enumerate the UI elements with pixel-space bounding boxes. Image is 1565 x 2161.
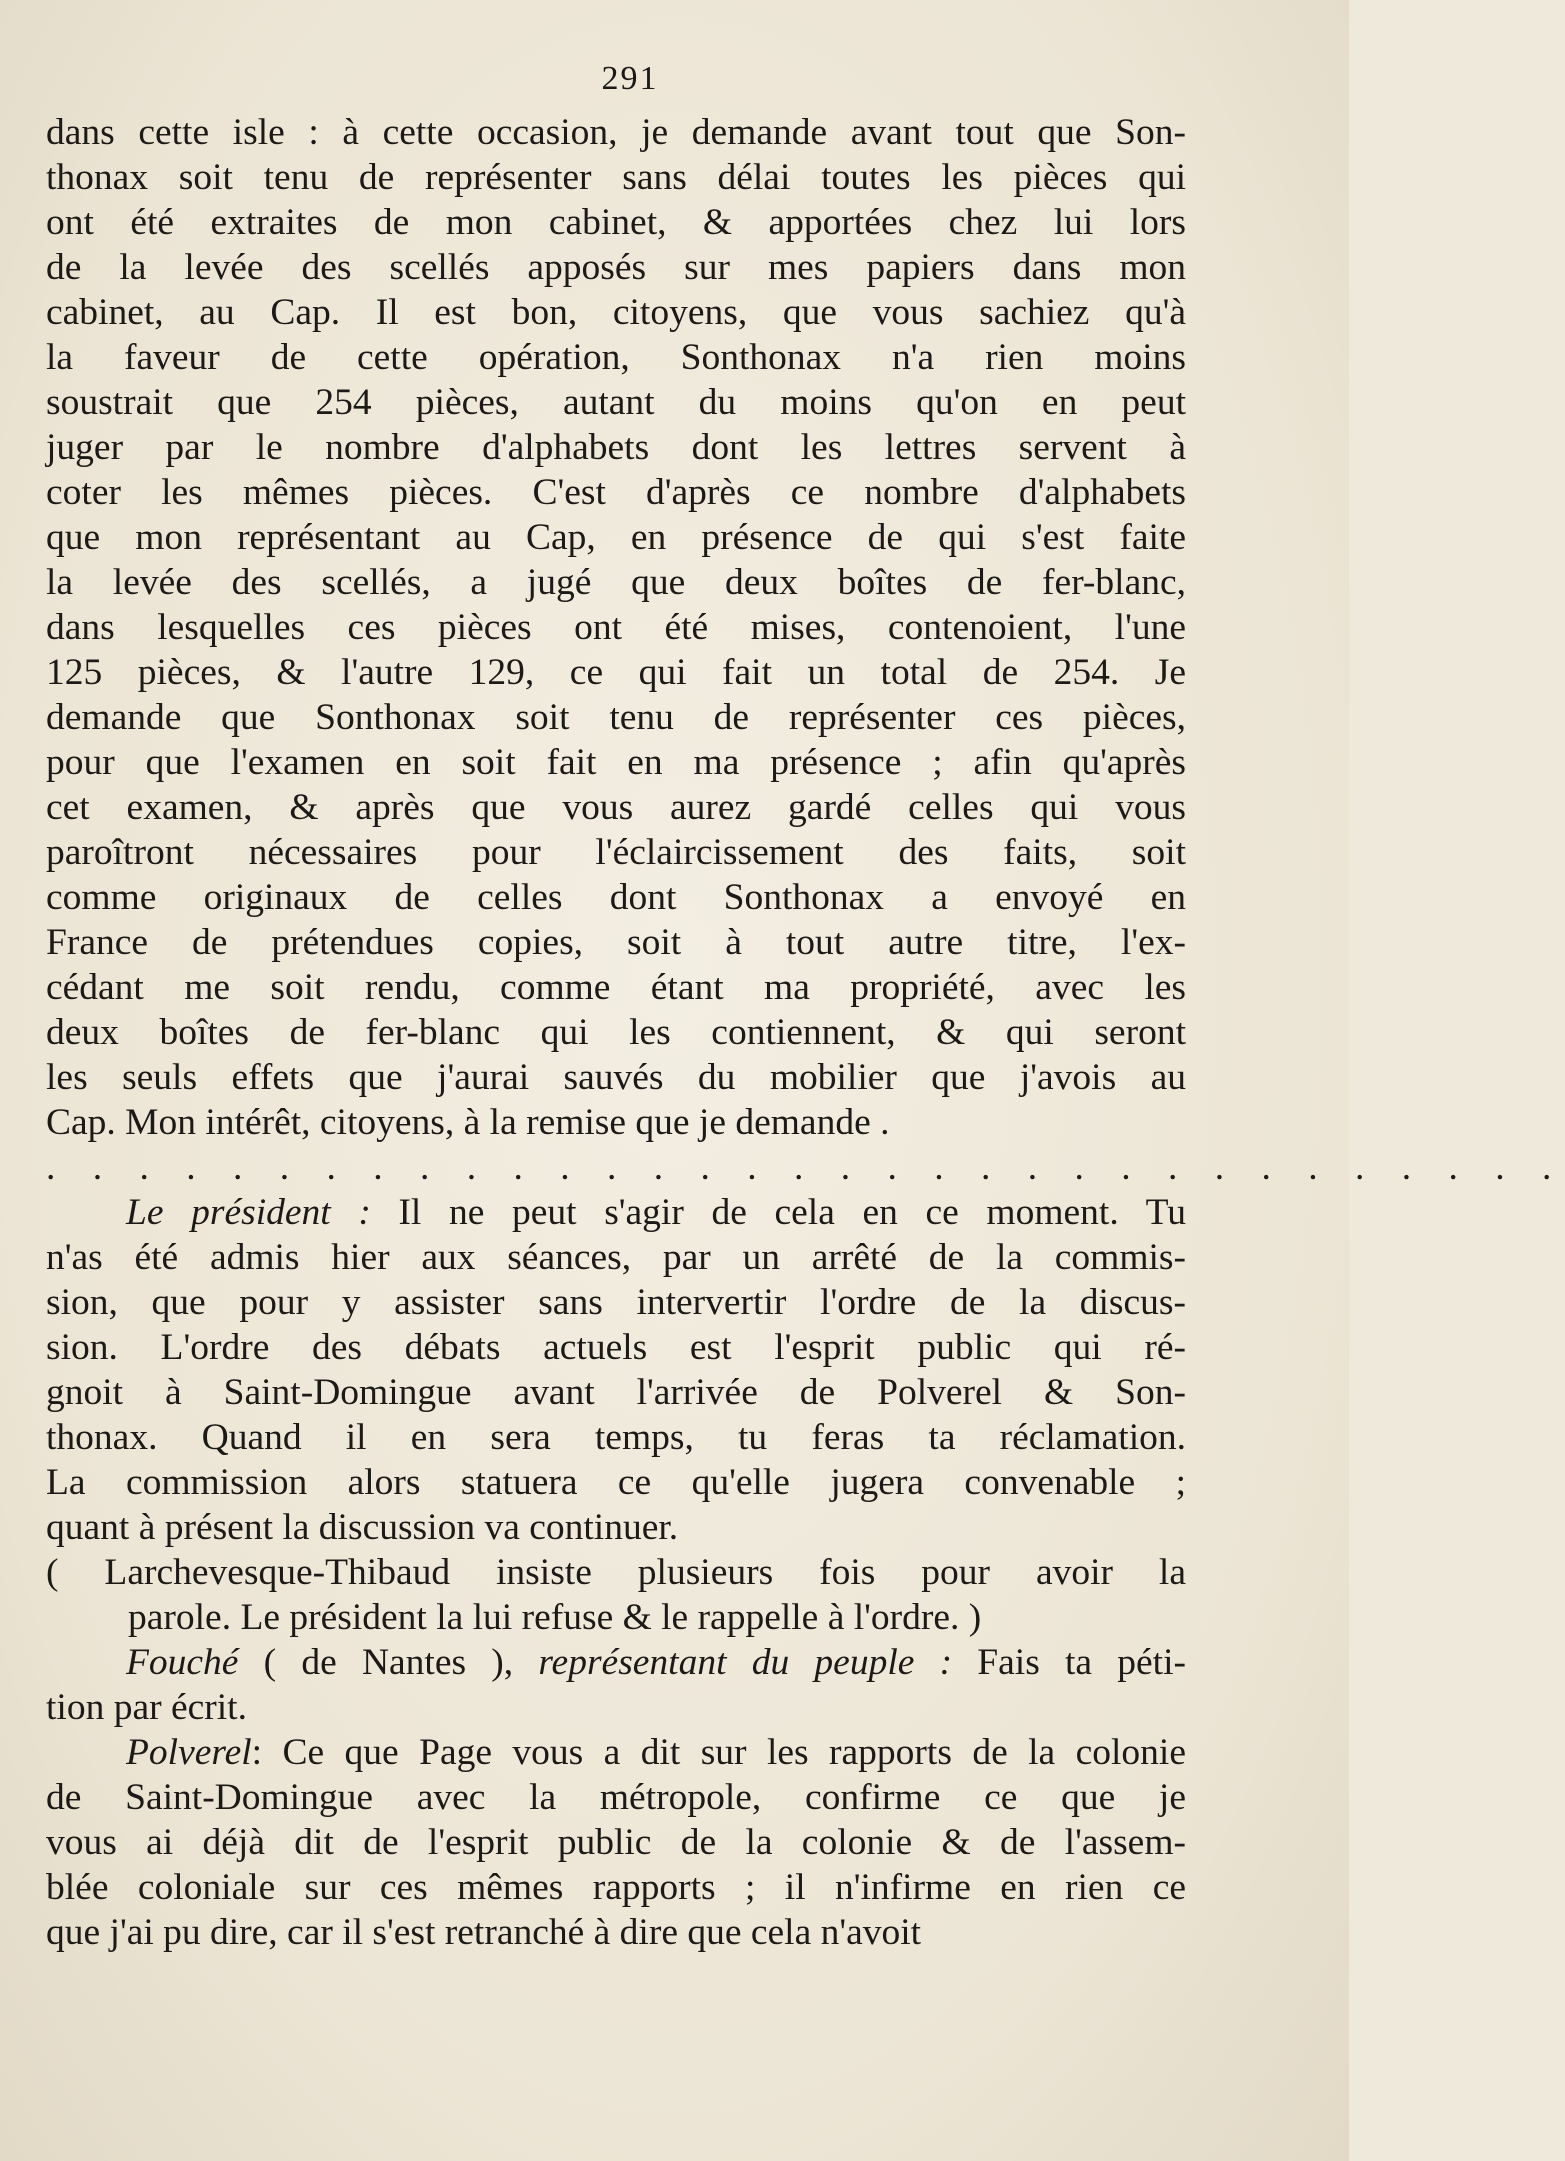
text-line (46, 1820, 1186, 1865)
text-line (46, 1640, 1186, 1685)
text-line (46, 1235, 1186, 1280)
text-line (46, 245, 1186, 290)
text-segment: Polverel (126, 1732, 252, 1773)
text-segment: 125 pièces, & l'autre 129, ce qui fait un total de 254. Je (46, 652, 1186, 693)
text-segment: La commission alors statuera ce qu'elle jugera convenable ; (46, 1462, 1186, 1503)
text-line (46, 875, 1186, 920)
text-segment: de la levée des scellés apposés sur mes papiers dans mon (46, 247, 1186, 288)
text-line (46, 830, 1186, 875)
text-line (46, 1415, 1186, 1460)
text-segment: Fouché (126, 1642, 239, 1683)
text-line (46, 515, 1186, 560)
text-line (46, 1010, 1186, 1055)
text-line (46, 605, 1186, 650)
text-line (46, 335, 1186, 380)
text-segment: quant à présent la discussion va continuer. (46, 1507, 679, 1548)
text-segment: Fais ta péti- (977, 1642, 1187, 1683)
text-segment: thonax. Quand il en sera temps, tu feras ta réclamation. (46, 1417, 1186, 1458)
text-segment: la levée des scellés, a jugé que deux boîtes de fer-blanc, (46, 562, 1186, 603)
text-segment: n'as été admis hier aux séances, par un arrêté de la commis- (46, 1237, 1186, 1278)
text-segment: : Ce que Page vous a dit sur les rapports de la colonie (251, 1732, 1186, 1773)
text-segment: parole. Le président la lui refuse & le rappelle à l'ordre. ) (128, 1597, 982, 1638)
text-segment: coter les mêmes pièces. C'est d'après ce nombre d'alphabets (46, 472, 1186, 513)
text-line (46, 785, 1186, 830)
text-line (46, 380, 1186, 425)
text-line (46, 1055, 1186, 1100)
text-line (46, 920, 1186, 965)
text-line (46, 1280, 1186, 1325)
text-segment: dans cette isle : à cette occasion, je demande avant tout que Son- (46, 112, 1186, 153)
text-segment: que mon représentant au Cap, en présence de qui s'est faite (46, 517, 1186, 558)
page-number: 291 (601, 60, 659, 97)
text-line (46, 1595, 1186, 1640)
text-segment: juger par le nombre d'alphabets dont les lettres servent à (46, 427, 1186, 468)
text-segment: comme originaux de celles dont Sonthonax a envoyé en (46, 877, 1186, 918)
text-line (46, 1910, 1186, 1955)
text-segment: Il ne peut s'agir de cela en ce moment. Tu (398, 1192, 1186, 1233)
text-segment: blée coloniale sur ces mêmes rapports ; il n'infirme en rien ce (46, 1867, 1186, 1908)
text-segment: demande que Sonthonax soit tenu de représenter ces pièces, (46, 697, 1186, 738)
text-line (46, 1145, 1565, 1190)
text-line (46, 1460, 1186, 1505)
text-line (46, 1775, 1186, 1820)
text-segment: que j'ai pu dire, car il s'est retranché à dire que cela n'avoit (46, 1912, 922, 1953)
text-line (46, 965, 1186, 1010)
text-segment: thonax soit tenu de représenter sans délai toutes les pièces qui (46, 157, 1186, 198)
text-line (46, 200, 1186, 245)
text-line (46, 425, 1186, 470)
text-line (46, 695, 1186, 740)
text-line (46, 1190, 1186, 1235)
text-line (46, 650, 1186, 695)
text-segment: soustrait que 254 pièces, autant du moins qu'on en peut (46, 382, 1186, 423)
text-line (46, 1100, 1186, 1145)
text-segment: sion, que pour y assister sans intervertir l'ordre de la discus- (46, 1282, 1186, 1323)
text-segment: dans lesquelles ces pièces ont été mises, contenoient, l'une (46, 607, 1186, 648)
text-line (46, 740, 1186, 785)
text-line (46, 1505, 1186, 1550)
text-segment: pour que l'examen en soit fait en ma présence ; afin qu'après (46, 742, 1186, 783)
text-segment: paroîtront nécessaires pour l'éclaircissement des faits, soit (46, 832, 1186, 873)
text-line (46, 1865, 1186, 1910)
text-segment: ont été extraites de mon cabinet, & apportées chez lui lors (46, 202, 1186, 243)
text-segment: Le président : (126, 1192, 399, 1233)
text-segment: deux boîtes de fer-blanc qui les contiennent, & qui seront (46, 1012, 1186, 1053)
text-segment: vous ai déjà dit de l'esprit public de la colonie & de l'assem- (46, 1822, 1186, 1863)
text-segment: les seuls effets que j'aurai sauvés du mobilier que j'avois au (46, 1057, 1186, 1098)
text-segment: tion par écrit. (46, 1687, 247, 1728)
text-line (46, 1370, 1186, 1415)
text-segment: Cap. Mon intérêt, citoyens, à la remise que je demande . (46, 1102, 890, 1143)
text-segment: de Saint-Domingue avec la métropole, confirme ce que je (46, 1777, 1186, 1818)
text-segment: représentant du peuple : (538, 1642, 978, 1683)
text-segment: cédant me soit rendu, comme étant ma propriété, avec les (46, 967, 1186, 1008)
text-line (46, 290, 1186, 335)
text-segment: cet examen, & après que vous aurez gardé celles qui vous (46, 787, 1186, 828)
text-line (46, 1550, 1186, 1595)
text-segment: ( de Nantes ), (238, 1642, 539, 1683)
text-line (46, 560, 1186, 605)
text-line (46, 1730, 1186, 1775)
text-segment: gnoit à Saint-Domingue avant l'arrivée de Polverel & Son- (46, 1372, 1186, 1413)
text-segment: sion. L'ordre des débats actuels est l'esprit public qui ré- (46, 1327, 1186, 1368)
body-text (46, 110, 1565, 1955)
text-line (46, 155, 1186, 200)
text-line (46, 470, 1186, 515)
text-segment: France de prétendues copies, soit à tout autre titre, l'ex- (46, 922, 1186, 963)
text-line (46, 1685, 1186, 1730)
text-line (46, 1325, 1186, 1370)
text-segment: ( Larchevesque-Thibaud insiste plusieurs fois pour avoir la (46, 1552, 1186, 1593)
text-line (46, 110, 1186, 155)
text-segment: cabinet, au Cap. Il est bon, citoyens, que vous sachiez qu'à (46, 292, 1186, 333)
text-segment: la faveur de cette opération, Sonthonax n'a rien moins (46, 337, 1186, 378)
text-segment: . . . . . . . . . . . . . . . . . . . . . . . . . . . . . . . . . (46, 1147, 1565, 1188)
